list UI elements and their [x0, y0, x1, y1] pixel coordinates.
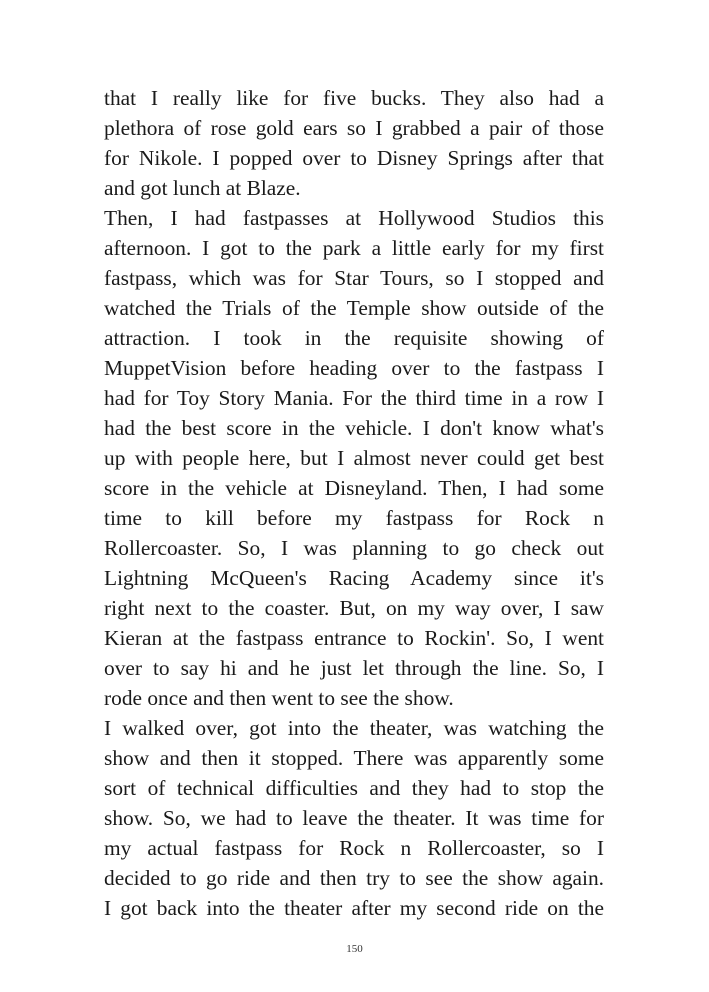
text-line: for Nikole. I popped over to Disney Springs after that: [104, 146, 604, 170]
text-line: I walked over, got into the theater, was watching the: [104, 716, 604, 740]
text-line: Lightning McQueen's Racing Academy since it's: [104, 566, 604, 590]
text-line: up with people here, but I almost never could get best: [104, 446, 604, 470]
text-line: attraction. I took in the requisite showing of: [104, 326, 604, 350]
text-line: show and then it stopped. There was apparently some: [104, 746, 604, 770]
text-line: I got back into the theater after my second ride on the: [104, 896, 604, 920]
paragraph-3: [104, 713, 604, 923]
text-line: sort of technical difficulties and they had to stop the: [104, 776, 604, 800]
text-line: rode once and then went to see the show.: [104, 686, 454, 710]
text-line: had the best score in the vehicle. I don't know what's: [104, 416, 604, 440]
text-line: right next to the coaster. But, on my way over, I saw: [104, 596, 604, 620]
text-line: plethora of rose gold ears so I grabbed a pair of those: [104, 116, 604, 140]
paragraph-2: [104, 203, 604, 713]
text-line: my actual fastpass for Rock n Rollercoaster, so I: [104, 836, 604, 860]
paragraph-1: [104, 83, 604, 203]
text-line: decided to go ride and then try to see the show again.: [104, 866, 604, 890]
text-line: afternoon. I got to the park a little early for my first: [104, 236, 604, 260]
text-line: Rollercoaster. So, I was planning to go check out: [104, 536, 604, 560]
text-line: fastpass, which was for Star Tours, so I stopped and: [104, 266, 604, 290]
text-line: show. So, we had to leave the theater. It was time for: [104, 806, 604, 830]
text-line: watched the Trials of the Temple show outside of the: [104, 296, 604, 320]
text-line: MuppetVision before heading over to the fastpass I: [104, 356, 604, 380]
body-text: [104, 83, 604, 923]
text-line: score in the vehicle at Disneyland. Then, I had some: [104, 476, 604, 500]
text-line: Kieran at the fastpass entrance to Rockin'. So, I went: [104, 626, 604, 650]
text-line: and got lunch at Blaze.: [104, 176, 301, 200]
page-number: 150: [346, 943, 363, 955]
text-line: that I really like for five bucks. They also had a: [104, 86, 604, 110]
text-line: over to say hi and he just let through the line. So, I: [104, 656, 604, 680]
text-line: had for Toy Story Mania. For the third time in a row I: [104, 386, 604, 410]
text-line: Then, I had fastpasses at Hollywood Studios this: [104, 206, 604, 230]
text-line: time to kill before my fastpass for Rock n: [104, 506, 604, 530]
